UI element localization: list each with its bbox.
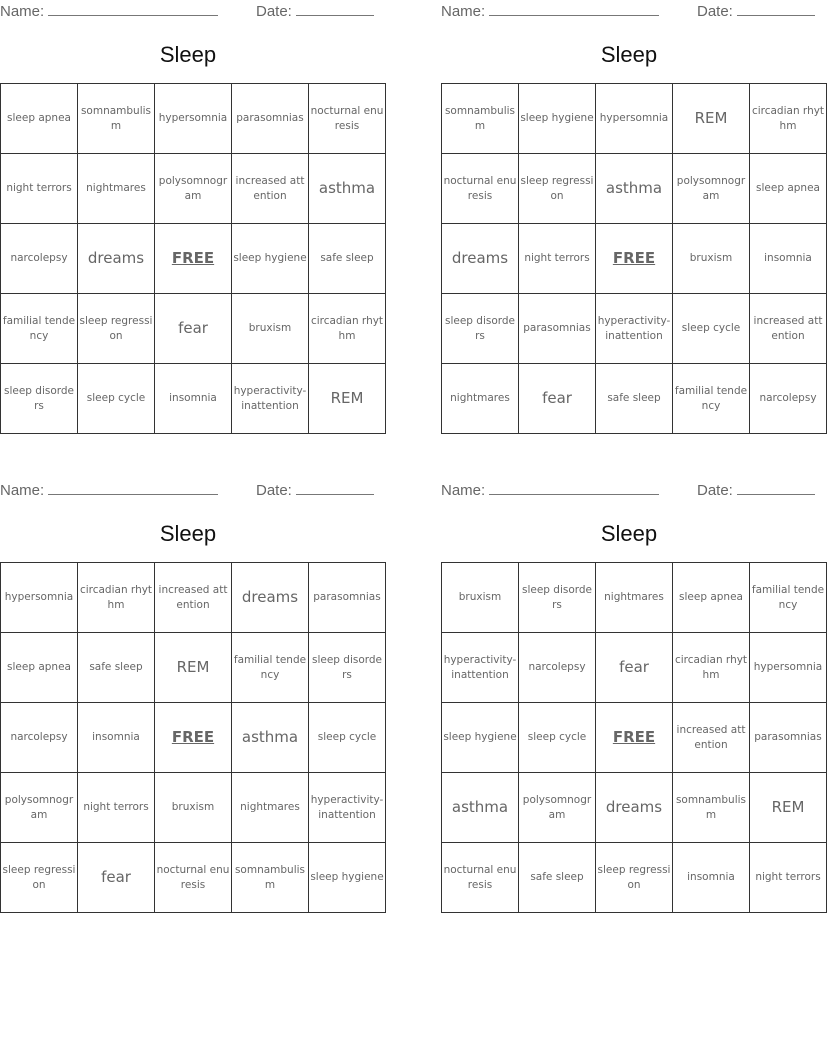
free-space-cell[interactable]: FREE (596, 703, 673, 773)
bingo-cell[interactable]: dreams (232, 563, 309, 633)
bingo-cell[interactable]: bruxism (155, 773, 232, 843)
name-label: Name: (0, 3, 45, 20)
grid-row (1, 224, 386, 294)
name-blank[interactable] (48, 2, 218, 16)
bingo-cell[interactable]: bruxism (232, 294, 309, 364)
grid-row (1, 154, 386, 224)
bingo-cell[interactable]: night terrors (519, 224, 596, 294)
bingo-card-1 (0, 0, 384, 412)
date-blank[interactable] (296, 481, 374, 495)
bingo-cell[interactable]: familial tendency (1, 294, 78, 364)
bingo-cell[interactable]: parasomnias (309, 563, 386, 633)
grid-row (1, 633, 386, 703)
bingo-cell[interactable]: hyperactivity-inattention (596, 294, 673, 364)
bingo-cell[interactable]: nightmares (232, 773, 309, 843)
card-title: Sleep (159, 42, 217, 67)
bingo-cell[interactable]: narcolepsy (750, 364, 827, 434)
grid-row (442, 154, 827, 224)
bingo-cell[interactable]: safe sleep (309, 224, 386, 294)
bingo-grid (441, 562, 827, 913)
bingo-cell[interactable]: nocturnal enuresis (309, 84, 386, 154)
grid-row (1, 84, 386, 154)
name-blank[interactable] (489, 481, 659, 495)
bingo-cell[interactable]: insomnia (750, 224, 827, 294)
bingo-cell[interactable]: sleep regression (78, 294, 155, 364)
free-space-cell[interactable]: FREE (596, 224, 673, 294)
bingo-cell[interactable]: nightmares (596, 563, 673, 633)
bingo-cell[interactable]: increased attention (232, 154, 309, 224)
grid-row (442, 843, 827, 913)
bingo-card-4 (441, 479, 825, 891)
bingo-cell[interactable]: somnambulism (673, 773, 750, 843)
name-blank[interactable] (48, 481, 218, 495)
date-label: Date: (256, 482, 292, 499)
bingo-cell[interactable]: sleep cycle (78, 364, 155, 434)
bingo-cell[interactable]: dreams (78, 224, 155, 294)
bingo-cell[interactable]: fear (596, 633, 673, 703)
bingo-cell[interactable]: hyperactivity-inattention (309, 773, 386, 843)
bingo-cell[interactable]: somnambulism (442, 84, 519, 154)
bingo-cell[interactable]: somnambulism (78, 84, 155, 154)
grid-row (1, 773, 386, 843)
bingo-card-3 (0, 479, 384, 891)
bingo-cell[interactable]: parasomnias (232, 84, 309, 154)
name-label: Name: (0, 482, 45, 499)
bingo-cell[interactable]: narcolepsy (1, 224, 78, 294)
bingo-cell[interactable]: asthma (309, 154, 386, 224)
bingo-cell[interactable]: parasomnias (519, 294, 596, 364)
bingo-cell[interactable]: circadian rhythm (78, 563, 155, 633)
bingo-cell[interactable]: dreams (442, 224, 519, 294)
bingo-cell[interactable]: sleep hygiene (442, 703, 519, 773)
bingo-cell[interactable]: sleep cycle (673, 294, 750, 364)
bingo-cell[interactable]: fear (78, 843, 155, 913)
bingo-cell[interactable]: asthma (232, 703, 309, 773)
bingo-cell[interactable]: sleep apnea (750, 154, 827, 224)
bingo-cell[interactable]: sleep disorders (309, 633, 386, 703)
name-label: Name: (441, 3, 486, 20)
bingo-cell[interactable]: polysomnogram (155, 154, 232, 224)
bingo-cell[interactable]: sleep regression (596, 843, 673, 913)
bingo-grid (441, 83, 827, 434)
bingo-cell[interactable]: safe sleep (519, 843, 596, 913)
bingo-cell[interactable]: insomnia (78, 703, 155, 773)
bingo-cell[interactable]: REM (155, 633, 232, 703)
card-header (0, 0, 376, 22)
bingo-cell[interactable]: REM (309, 364, 386, 434)
bingo-cell[interactable]: sleep disorders (442, 294, 519, 364)
bingo-cell[interactable]: circadian rhythm (750, 84, 827, 154)
grid-row (442, 563, 827, 633)
bingo-cell[interactable]: hypersomnia (750, 633, 827, 703)
name-blank[interactable] (489, 2, 659, 16)
date-label: Date: (697, 482, 733, 499)
bingo-cell[interactable]: nightmares (442, 364, 519, 434)
bingo-cell[interactable]: nocturnal enuresis (442, 843, 519, 913)
date-blank[interactable] (296, 2, 374, 16)
bingo-cell[interactable]: familial tendency (750, 563, 827, 633)
bingo-cell[interactable]: polysomnogram (673, 154, 750, 224)
bingo-cell[interactable]: sleep cycle (519, 703, 596, 773)
bingo-cell[interactable]: fear (155, 294, 232, 364)
grid-row (442, 703, 827, 773)
bingo-cell[interactable]: sleep apnea (1, 633, 78, 703)
grid-row (1, 294, 386, 364)
bingo-cell[interactable]: increased attention (750, 294, 827, 364)
bingo-cell[interactable]: sleep apnea (1, 84, 78, 154)
bingo-cell[interactable]: hypersomnia (1, 563, 78, 633)
grid-row (1, 563, 386, 633)
bingo-cell[interactable]: dreams (596, 773, 673, 843)
grid-row (442, 773, 827, 843)
bingo-cell[interactable]: nocturnal enuresis (155, 843, 232, 913)
card-title: Sleep (159, 521, 217, 546)
name-label: Name: (441, 482, 486, 499)
date-blank[interactable] (737, 2, 815, 16)
bingo-cell[interactable]: safe sleep (78, 633, 155, 703)
free-space-cell[interactable]: FREE (155, 224, 232, 294)
bingo-cell[interactable]: circadian rhythm (673, 633, 750, 703)
bingo-cell[interactable]: fear (519, 364, 596, 434)
bingo-grid (0, 562, 386, 913)
bingo-cell[interactable]: nocturnal enuresis (442, 154, 519, 224)
bingo-cell[interactable]: hypersomnia (596, 84, 673, 154)
bingo-cell[interactable]: asthma (596, 154, 673, 224)
bingo-cell[interactable]: sleep regression (1, 843, 78, 913)
grid-row (442, 84, 827, 154)
bingo-cell[interactable]: familial tendency (673, 364, 750, 434)
card-title: Sleep (600, 42, 658, 67)
card-header (441, 0, 817, 22)
bingo-cell[interactable]: REM (673, 84, 750, 154)
bingo-cell[interactable]: increased attention (155, 563, 232, 633)
grid-row (442, 633, 827, 703)
bingo-cell[interactable]: sleep regression (519, 154, 596, 224)
bingo-cell[interactable]: sleep disorders (1, 364, 78, 434)
bingo-cell[interactable]: asthma (442, 773, 519, 843)
bingo-cell[interactable]: circadian rhythm (309, 294, 386, 364)
bingo-cell[interactable]: familial tendency (232, 633, 309, 703)
card-title: Sleep (600, 521, 658, 546)
bingo-cell[interactable]: insomnia (673, 843, 750, 913)
bingo-cell[interactable]: sleep apnea (673, 563, 750, 633)
bingo-cell[interactable]: narcolepsy (1, 703, 78, 773)
bingo-cell[interactable]: insomnia (155, 364, 232, 434)
bingo-cell[interactable]: sleep disorders (519, 563, 596, 633)
bingo-cell[interactable]: night terrors (1, 154, 78, 224)
card-header (441, 479, 817, 501)
bingo-cell[interactable]: increased attention (673, 703, 750, 773)
bingo-cell[interactable]: night terrors (78, 773, 155, 843)
bingo-cell[interactable]: sleep cycle (309, 703, 386, 773)
date-blank[interactable] (737, 481, 815, 495)
bingo-card-2 (441, 0, 825, 412)
bingo-cell[interactable]: sleep hygiene (519, 84, 596, 154)
bingo-cell[interactable]: narcolepsy (519, 633, 596, 703)
bingo-cell[interactable]: REM (750, 773, 827, 843)
grid-row (442, 364, 827, 434)
grid-row (1, 843, 386, 913)
bingo-cell[interactable]: hyperactivity-inattention (232, 364, 309, 434)
bingo-cell[interactable]: parasomnias (750, 703, 827, 773)
card-header (0, 479, 376, 501)
bingo-cell[interactable]: night terrors (750, 843, 827, 913)
bingo-cell[interactable]: polysomnogram (519, 773, 596, 843)
bingo-cell[interactable]: nightmares (78, 154, 155, 224)
date-label: Date: (697, 3, 733, 20)
free-space-cell[interactable]: FREE (155, 703, 232, 773)
bingo-cell[interactable]: sleep hygiene (309, 843, 386, 913)
grid-row (442, 224, 827, 294)
bingo-cell[interactable]: safe sleep (596, 364, 673, 434)
bingo-grid (0, 83, 386, 434)
grid-row (1, 364, 386, 434)
date-label: Date: (256, 3, 292, 20)
bingo-cell[interactable]: bruxism (673, 224, 750, 294)
bingo-cell[interactable]: somnambulism (232, 843, 309, 913)
grid-row (442, 294, 827, 364)
bingo-cell[interactable]: hypersomnia (155, 84, 232, 154)
grid-row (1, 703, 386, 773)
bingo-cell[interactable]: sleep hygiene (232, 224, 309, 294)
bingo-cell[interactable]: polysomnogram (1, 773, 78, 843)
bingo-cell[interactable]: hyperactivity-inattention (442, 633, 519, 703)
bingo-cell[interactable]: bruxism (442, 563, 519, 633)
